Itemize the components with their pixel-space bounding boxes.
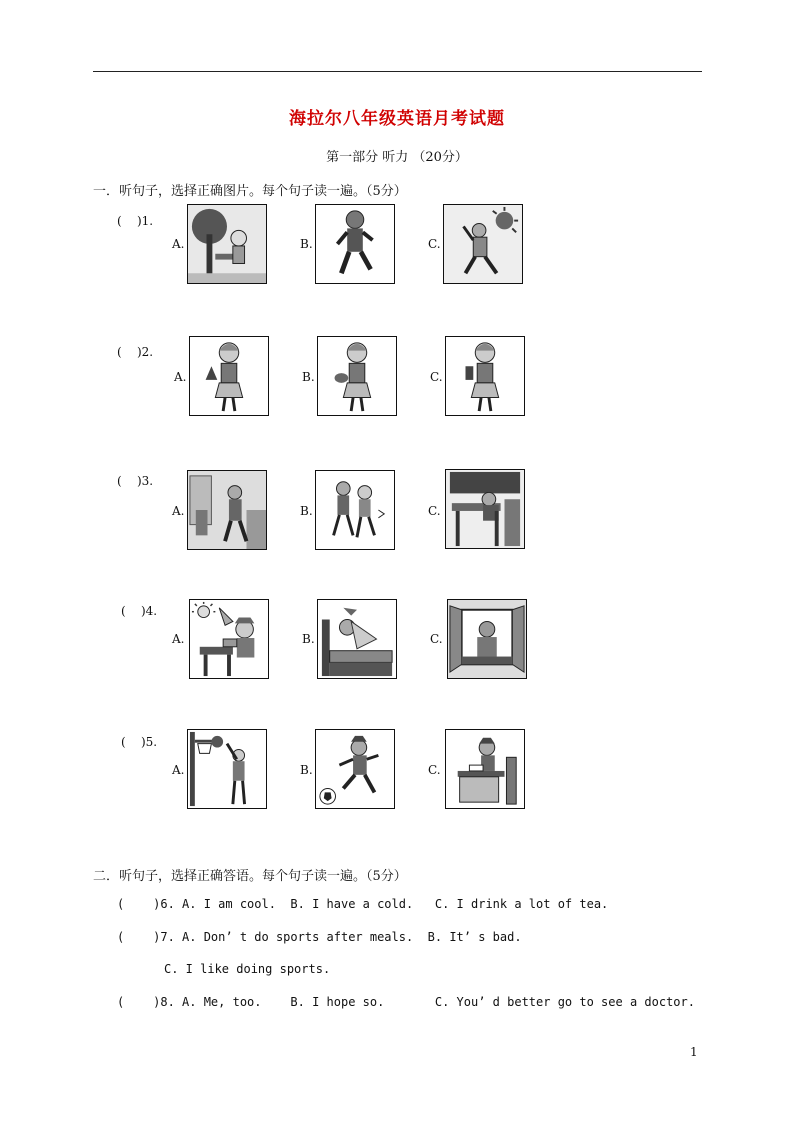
- q3-option-b: B.: [300, 504, 313, 518]
- q4-picture-b: [317, 599, 397, 679]
- question-8-line: ( )8. A. Me, too. B. I hope so. C. You’ d better go to see a doctor.: [117, 995, 695, 1009]
- question-1-label: ( )1.: [117, 214, 154, 228]
- page-number: 1: [690, 1045, 698, 1059]
- section1-heading: 一．听句子，选择正确图片。每个句子读一遍。（5分）: [93, 184, 407, 199]
- q3-option-c: C.: [428, 504, 441, 518]
- q3-picture-c: [445, 469, 525, 549]
- question-5-label: ( )5.: [121, 735, 158, 749]
- q4-option-b: B.: [302, 632, 315, 646]
- q4-option-a: A.: [172, 632, 185, 646]
- top-rule: [93, 71, 702, 72]
- q4-picture-a: [189, 599, 269, 679]
- q5-option-c: C.: [428, 763, 441, 777]
- q1-picture-a: [187, 204, 267, 284]
- q1-option-c: C.: [428, 237, 441, 251]
- q3-picture-a: [187, 470, 267, 550]
- question-3-label: ( )3.: [117, 474, 154, 488]
- q5-option-a: A.: [172, 763, 185, 777]
- q5-picture-b: [315, 729, 395, 809]
- question-6-line: ( )6. A. I am cool. B. I have a cold. C. I drink a lot of tea.: [117, 897, 609, 911]
- part-subtitle: 第一部分 听力 （20分）: [326, 150, 468, 165]
- q1-option-a: A.: [172, 237, 185, 251]
- question-7-line: ( )7. A. Don’ t do sports after meals. B. It’ s bad.: [117, 930, 522, 944]
- q3-option-a: A.: [172, 504, 185, 518]
- q4-picture-c: [447, 599, 527, 679]
- q2-option-b: B.: [302, 370, 315, 384]
- q5-picture-c: [445, 729, 525, 809]
- q2-option-a: A.: [174, 370, 187, 384]
- q1-picture-b: [315, 204, 395, 284]
- page-title: 海拉尔八年级英语月考试题: [289, 109, 505, 129]
- question-7-option-c: C. I like doing sports.: [164, 962, 331, 976]
- q4-option-c: C.: [430, 632, 443, 646]
- q5-option-b: B.: [300, 763, 313, 777]
- q2-picture-c: [445, 336, 525, 416]
- q1-option-b: B.: [300, 237, 313, 251]
- q1-picture-c: [443, 204, 523, 284]
- q2-option-c: C.: [430, 370, 443, 384]
- q3-picture-b: [315, 470, 395, 550]
- question-4-label: ( )4.: [121, 604, 158, 618]
- q2-picture-b: [317, 336, 397, 416]
- question-2-label: ( )2.: [117, 345, 154, 359]
- q2-picture-a: [189, 336, 269, 416]
- section2-heading: 二．听句子，选择正确答语。每个句子读一遍。（5分）: [93, 869, 407, 884]
- q5-picture-a: [187, 729, 267, 809]
